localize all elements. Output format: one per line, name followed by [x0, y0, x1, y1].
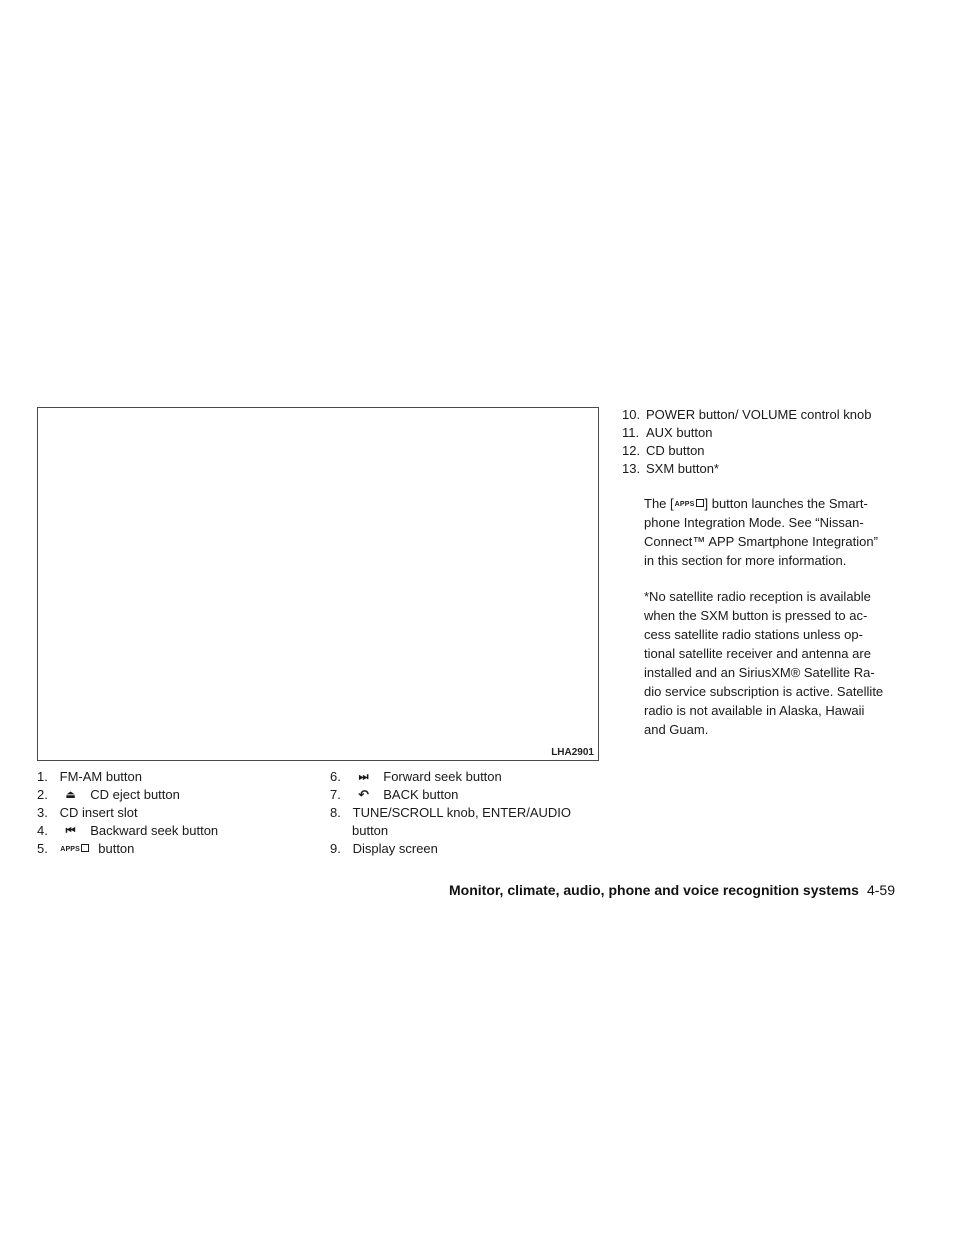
- legend-item-4: [37, 822, 307, 840]
- item-number: 3.: [37, 805, 48, 820]
- legend-list-middle: [330, 768, 598, 858]
- sxm-note-line: dio service subscription is active. Satellite: [644, 684, 884, 699]
- legend-item-12: [622, 442, 902, 460]
- apps-note-line: The [APPS ] button launches the Smart-: [644, 496, 868, 511]
- page-number: 4-59: [866, 882, 895, 898]
- item-label: BACK button: [383, 787, 459, 802]
- item-number: 1.: [37, 769, 48, 784]
- sxm-note: [622, 587, 902, 739]
- item-number: 6.: [330, 769, 341, 784]
- apps-note-line: in this section for more information.: [644, 553, 847, 568]
- legend-item-2: [37, 786, 307, 804]
- eject-icon: ⏏: [65, 789, 76, 801]
- sxm-note-line: when the SXM button is pressed to ac-: [644, 608, 868, 623]
- item-number: 5.: [37, 841, 48, 856]
- item-label-continued: button: [352, 823, 389, 838]
- item-label: Forward seek button: [383, 769, 502, 784]
- legend-item-8: [330, 804, 598, 822]
- item-label: button: [98, 841, 135, 856]
- figure-code: LHA2901: [551, 747, 594, 758]
- item-label: AUX button: [646, 425, 713, 440]
- legend-item-1: [37, 768, 307, 786]
- forward-seek-icon: ⏭: [358, 771, 369, 783]
- sxm-note-line: radio is not available in Alaska, Hawaii: [644, 703, 865, 718]
- sxm-note-line: installed and an SiriusXM® Satellite Ra-: [644, 665, 875, 680]
- apps-icon: APPS: [55, 840, 95, 858]
- section-title: Monitor, climate, audio, phone and voice recognition systems: [449, 882, 859, 898]
- legend-item-8-continued: [330, 822, 598, 840]
- sxm-note-line: tional satellite receiver and antenna are: [644, 646, 871, 661]
- sxm-note-line: cess satellite radio stations unless op-: [644, 627, 863, 642]
- figure-image: [37, 407, 599, 761]
- item-number: 11.: [622, 425, 640, 440]
- item-label: Display screen: [352, 841, 438, 856]
- item-number: 8.: [330, 805, 341, 820]
- item-label: CD eject button: [90, 787, 180, 802]
- apps-note-line: phone Integration Mode. See “Nissan-: [644, 515, 864, 530]
- legend-item-3: [37, 804, 307, 822]
- legend-item-13: [622, 460, 902, 478]
- legend-list-left: [37, 768, 307, 858]
- item-label: POWER button/ VOLUME control knob: [646, 407, 872, 422]
- legend-item-10: [622, 406, 902, 424]
- legend-item-9: [330, 840, 598, 858]
- legend-item-11: [622, 424, 902, 442]
- sxm-note-line: *No satellite radio reception is available: [644, 589, 871, 604]
- apps-icon: APPS: [674, 500, 705, 509]
- legend-item-6: [330, 768, 598, 786]
- back-arrow-icon: ↶: [358, 787, 370, 802]
- legend-list-right: [622, 406, 902, 739]
- item-number: 12.: [622, 443, 641, 458]
- apps-note-line: Connect™ APP Smartphone Integration”: [644, 534, 878, 549]
- page-footer: [425, 882, 895, 898]
- item-label: FM-AM button: [59, 769, 142, 784]
- legend-item-7: [330, 786, 598, 804]
- sxm-note-line: and Guam.: [644, 722, 709, 737]
- item-label: Backward seek button: [90, 823, 219, 838]
- item-label: CD button: [646, 443, 705, 458]
- apps-note: [622, 494, 902, 570]
- item-number: 10.: [622, 407, 641, 422]
- item-number: 13.: [622, 461, 641, 476]
- item-number: 2.: [37, 787, 48, 802]
- legend-item-5: [37, 840, 307, 858]
- backward-seek-icon: ⏮: [65, 825, 76, 837]
- item-number: 4.: [37, 823, 48, 838]
- item-number: 7.: [330, 787, 341, 802]
- item-label: TUNE/SCROLL knob, ENTER/AUDIO: [352, 805, 572, 820]
- item-label: CD insert slot: [59, 805, 138, 820]
- item-label: SXM button*: [646, 461, 719, 476]
- item-number: 9.: [330, 841, 341, 856]
